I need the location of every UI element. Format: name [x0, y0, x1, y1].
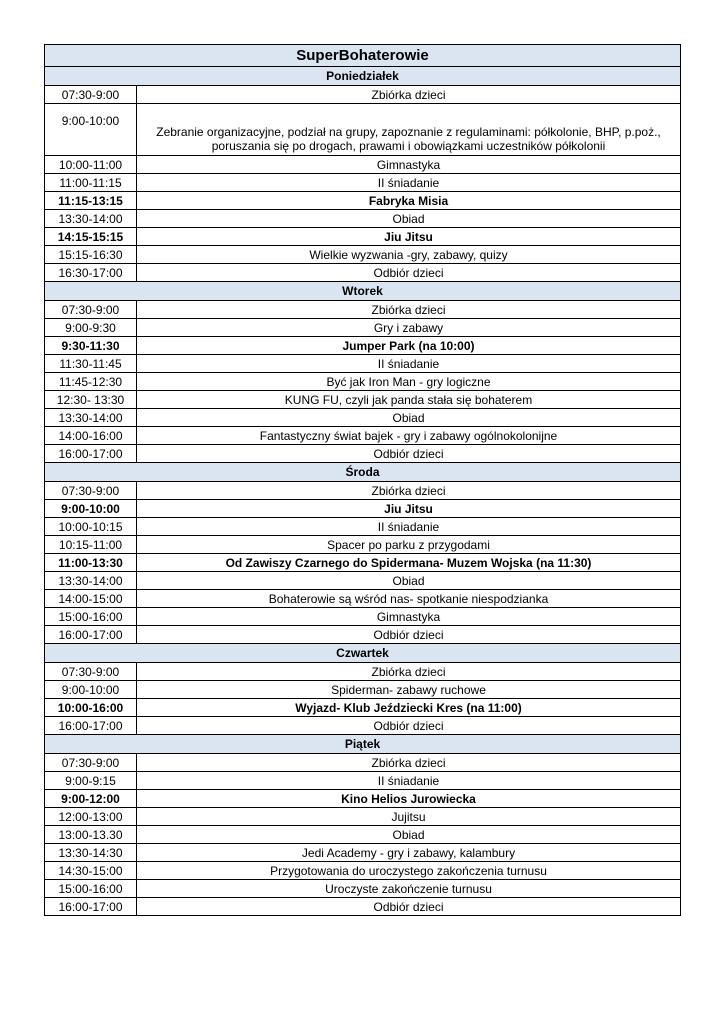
schedule-row: [45, 373, 681, 391]
time-cell: 12:30- 13:30: [45, 391, 137, 409]
activity-cell: Przygotowania do uroczystego zakończenia turnusu: [137, 862, 681, 880]
schedule-row: [45, 264, 681, 282]
time-cell: 9:00-12:00: [45, 790, 137, 808]
schedule-row: [45, 862, 681, 880]
time-cell: 11:00-13:30: [45, 554, 137, 572]
activity-cell: Jiu Jitsu: [137, 228, 681, 246]
schedule-row: [45, 844, 681, 862]
day-header-row: [45, 67, 681, 86]
time-cell: 07:30-9:00: [45, 86, 137, 104]
day-header-row: [45, 463, 681, 482]
schedule-row: [45, 482, 681, 500]
schedule-row: [45, 500, 681, 518]
activity-cell: Spacer po parku z przygodami: [137, 536, 681, 554]
time-cell: 13:30-14:30: [45, 844, 137, 862]
schedule-row: [45, 301, 681, 319]
activity-cell: Zbiórka dzieci: [137, 663, 681, 681]
schedule-row: [45, 427, 681, 445]
day-header-row: [45, 644, 681, 663]
schedule-row: [45, 590, 681, 608]
schedule-row: [45, 898, 681, 916]
activity-cell: Gimnastyka: [137, 156, 681, 174]
schedule-row: [45, 86, 681, 104]
time-cell: 12:00-13:00: [45, 808, 137, 826]
schedule-row: [45, 699, 681, 717]
schedule-row: [45, 826, 681, 844]
activity-cell: II śniadanie: [137, 355, 681, 373]
schedule-row: [45, 228, 681, 246]
time-cell: 15:00-16:00: [45, 608, 137, 626]
activity-cell: Jedi Academy - gry i zabawy, kalambury: [137, 844, 681, 862]
time-cell: 10:00-10:15: [45, 518, 137, 536]
activity-cell: Jumper Park (na 10:00): [137, 337, 681, 355]
schedule-row: [45, 445, 681, 463]
schedule-row: [45, 536, 681, 554]
activity-cell: Uroczyste zakończenie turnusu: [137, 880, 681, 898]
activity-cell: Gimnastyka: [137, 608, 681, 626]
activity-cell: Zbiórka dzieci: [137, 482, 681, 500]
schedule-row: [45, 355, 681, 373]
schedule-row: [45, 409, 681, 427]
day-name: Piątek: [45, 735, 681, 754]
schedule-row: [45, 554, 681, 572]
schedule-row: [45, 319, 681, 337]
schedule-row: [45, 663, 681, 681]
time-cell: 10:00-16:00: [45, 699, 137, 717]
time-cell: 16:30-17:00: [45, 264, 137, 282]
activity-cell: Odbiór dzieci: [137, 898, 681, 916]
activity-cell: Obiad: [137, 409, 681, 427]
time-cell: 16:00-17:00: [45, 898, 137, 916]
day-name: Środa: [45, 463, 681, 482]
activity-cell: Obiad: [137, 210, 681, 228]
schedule-row: [45, 156, 681, 174]
activity-cell: Od Zawiszy Czarnego do Spidermana- Muzem Wojska (na 11:30): [137, 554, 681, 572]
day-name: Poniedziałek: [45, 67, 681, 86]
time-cell: 13:30-14:00: [45, 210, 137, 228]
schedule-row: [45, 880, 681, 898]
time-cell: 16:00-17:00: [45, 445, 137, 463]
time-cell: 11:45-12:30: [45, 373, 137, 391]
schedule-row: [45, 754, 681, 772]
time-cell: 11:00-11:15: [45, 174, 137, 192]
time-cell: 14:30-15:00: [45, 862, 137, 880]
time-cell: 9:00-10:00: [45, 500, 137, 518]
schedule-row: [45, 717, 681, 735]
time-cell: 14:00-16:00: [45, 427, 137, 445]
activity-cell: Obiad: [137, 572, 681, 590]
time-cell: 10:00-11:00: [45, 156, 137, 174]
activity-cell: Odbiór dzieci: [137, 717, 681, 735]
time-cell: 9:00-10:00: [45, 681, 137, 699]
schedule-row: [45, 808, 681, 826]
schedule-row: [45, 626, 681, 644]
schedule-row: [45, 337, 681, 355]
day-name: Czwartek: [45, 644, 681, 663]
time-cell: 07:30-9:00: [45, 754, 137, 772]
activity-cell: II śniadanie: [137, 518, 681, 536]
schedule-table: [44, 44, 681, 916]
activity-cell: KUNG FU, czyli jak panda stała się bohaterem: [137, 391, 681, 409]
time-cell: 07:30-9:00: [45, 482, 137, 500]
activity-cell: Odbiór dzieci: [137, 626, 681, 644]
time-cell: 13:30-14:00: [45, 409, 137, 427]
activity-cell: Wyjazd- Klub Jeździecki Kres (na 11:00): [137, 699, 681, 717]
activity-cell: Odbiór dzieci: [137, 264, 681, 282]
activity-cell: Bohaterowie są wśród nas- spotkanie niespodzianka: [137, 590, 681, 608]
schedule-row: [45, 246, 681, 264]
time-cell: 11:15-13:15: [45, 192, 137, 210]
activity-cell: Zbiórka dzieci: [137, 754, 681, 772]
schedule-title: SuperBohaterowie: [45, 45, 681, 67]
activity-cell: Kino Helios Jurowiecka: [137, 790, 681, 808]
activity-cell: Spiderman- zabawy ruchowe: [137, 681, 681, 699]
time-cell: 15:15-16:30: [45, 246, 137, 264]
activity-cell: Jiu Jitsu: [137, 500, 681, 518]
time-cell: 16:00-17:00: [45, 626, 137, 644]
schedule-row: [45, 174, 681, 192]
schedule-row: [45, 391, 681, 409]
activity-cell: Fantastyczny świat bajek - gry i zabawy ogólnokolonijne: [137, 427, 681, 445]
time-cell: 13:00-13.30: [45, 826, 137, 844]
schedule-row: [45, 518, 681, 536]
time-cell: 9:00-9:30: [45, 319, 137, 337]
time-cell: 15:00-16:00: [45, 880, 137, 898]
title-row: [45, 45, 681, 67]
time-cell: 16:00-17:00: [45, 717, 137, 735]
activity-cell: II śniadanie: [137, 772, 681, 790]
activity-cell: Gry i zabawy: [137, 319, 681, 337]
schedule-row: [45, 192, 681, 210]
schedule-row: [45, 572, 681, 590]
schedule-row: [45, 790, 681, 808]
schedule-row: [45, 772, 681, 790]
activity-cell: Zebranie organizacyjne, podział na grupy, zapoznanie z regulaminami: półkolonie, BHP, p.poż., poruszania się po drogach, prawami i obowiązkami uczestników półkolonii: [137, 104, 681, 156]
schedule-row: [45, 608, 681, 626]
time-cell: 07:30-9:00: [45, 301, 137, 319]
time-cell: 9:00-9:15: [45, 772, 137, 790]
day-header-row: [45, 735, 681, 754]
day-name: Wtorek: [45, 282, 681, 301]
time-cell: 10:15-11:00: [45, 536, 137, 554]
activity-cell: Jujitsu: [137, 808, 681, 826]
schedule-row: [45, 104, 681, 156]
time-cell: 07:30-9:00: [45, 663, 137, 681]
time-cell: 13:30-14:00: [45, 572, 137, 590]
time-cell: 14:00-15:00: [45, 590, 137, 608]
day-header-row: [45, 282, 681, 301]
time-cell: 9:30-11:30: [45, 337, 137, 355]
time-cell: 9:00-10:00: [45, 104, 137, 156]
activity-cell: Fabryka Misia: [137, 192, 681, 210]
schedule-row: [45, 210, 681, 228]
schedule-row: [45, 681, 681, 699]
activity-cell: Odbiór dzieci: [137, 445, 681, 463]
activity-cell: Zbiórka dzieci: [137, 301, 681, 319]
time-cell: 11:30-11:45: [45, 355, 137, 373]
activity-cell: II śniadanie: [137, 174, 681, 192]
activity-cell: Być jak Iron Man - gry logiczne: [137, 373, 681, 391]
time-cell: 14:15-15:15: [45, 228, 137, 246]
activity-cell: Wielkie wyzwania -gry, zabawy, quizy: [137, 246, 681, 264]
activity-cell: Obiad: [137, 826, 681, 844]
activity-cell: Zbiórka dzieci: [137, 86, 681, 104]
